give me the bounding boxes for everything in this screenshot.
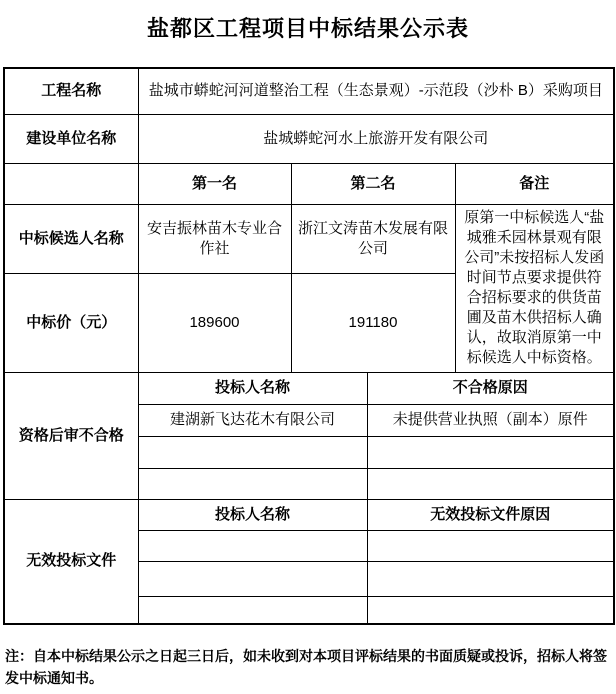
table-row (4, 204, 614, 273)
bid-result-table (3, 67, 615, 625)
table-row (4, 372, 614, 404)
bid-price-second-value: 191180 (291, 273, 455, 372)
owner-name-value: 盐城蟒蛇河水上旅游开发有限公司 (138, 114, 614, 163)
disqualified-section-label: 资格后审不合格 (4, 372, 138, 499)
candidates-label: 中标候选人名称 (4, 204, 138, 273)
project-name-value: 盐城市蟒蛇河河道整治工程（生态景观）-示范段（沙朴 B）采购项目 (138, 68, 614, 114)
remark-header: 备注 (455, 163, 614, 204)
bid-price-first-value: 189600 (138, 273, 291, 372)
table-row (4, 163, 614, 204)
disqualified-bidder-header: 投标人名称 (138, 372, 367, 404)
disqualified-bidder-0: 建湖新飞达花木有限公司 (138, 404, 367, 436)
invalid-reason-header: 无效投标文件原因 (367, 499, 614, 530)
invalid-reason-0 (367, 530, 614, 561)
disqualified-bidder-2 (138, 468, 367, 499)
candidate-first-value: 安吉振林苗木专业合作社 (138, 204, 291, 273)
footnote: 注：自本中标结果公示之日起三日后，如未收到对本项目评标结果的书面质疑或投诉，招标人将签发中标通知书。 (5, 648, 607, 686)
remark-text: 原第一中标候选人“盐城雅禾园林景观有限公司”未按招标人发函时间节点要求提供符合招标要求的供货苗圃及苗木供招标人确认，故取消原第一中标候选人中标资格。 (455, 204, 614, 372)
rank-second-header: 第二名 (291, 163, 455, 204)
disqualified-bidder-1 (138, 436, 367, 468)
invalid-bidder-2 (138, 596, 367, 624)
invalid-reason-2 (367, 596, 614, 624)
page-title: 盐都区工程项目中标结果公示表 (146, 16, 469, 41)
invalid-bidder-1 (138, 561, 367, 596)
invalid-bidder-header: 投标人名称 (138, 499, 367, 530)
table-row (4, 499, 614, 530)
disqualified-reason-1 (367, 436, 614, 468)
invalid-bidder-0 (138, 530, 367, 561)
candidate-second-value: 浙江文涛苗木发展有限公司 (291, 204, 455, 273)
empty-corner-cell (4, 163, 138, 204)
disqualified-reason-0: 未提供营业执照（副本）原件 (367, 404, 614, 436)
project-name-label: 工程名称 (4, 68, 138, 114)
table-row (4, 68, 614, 114)
bid-price-label: 中标价（元） (4, 273, 138, 372)
disqualified-reason-2 (367, 468, 614, 499)
disqualified-reason-header: 不合格原因 (367, 372, 614, 404)
rank-first-header: 第一名 (138, 163, 291, 204)
invalid-section-label: 无效投标文件 (4, 499, 138, 624)
owner-name-label: 建设单位名称 (4, 114, 138, 163)
table-row (4, 114, 614, 163)
invalid-reason-1 (367, 561, 614, 596)
